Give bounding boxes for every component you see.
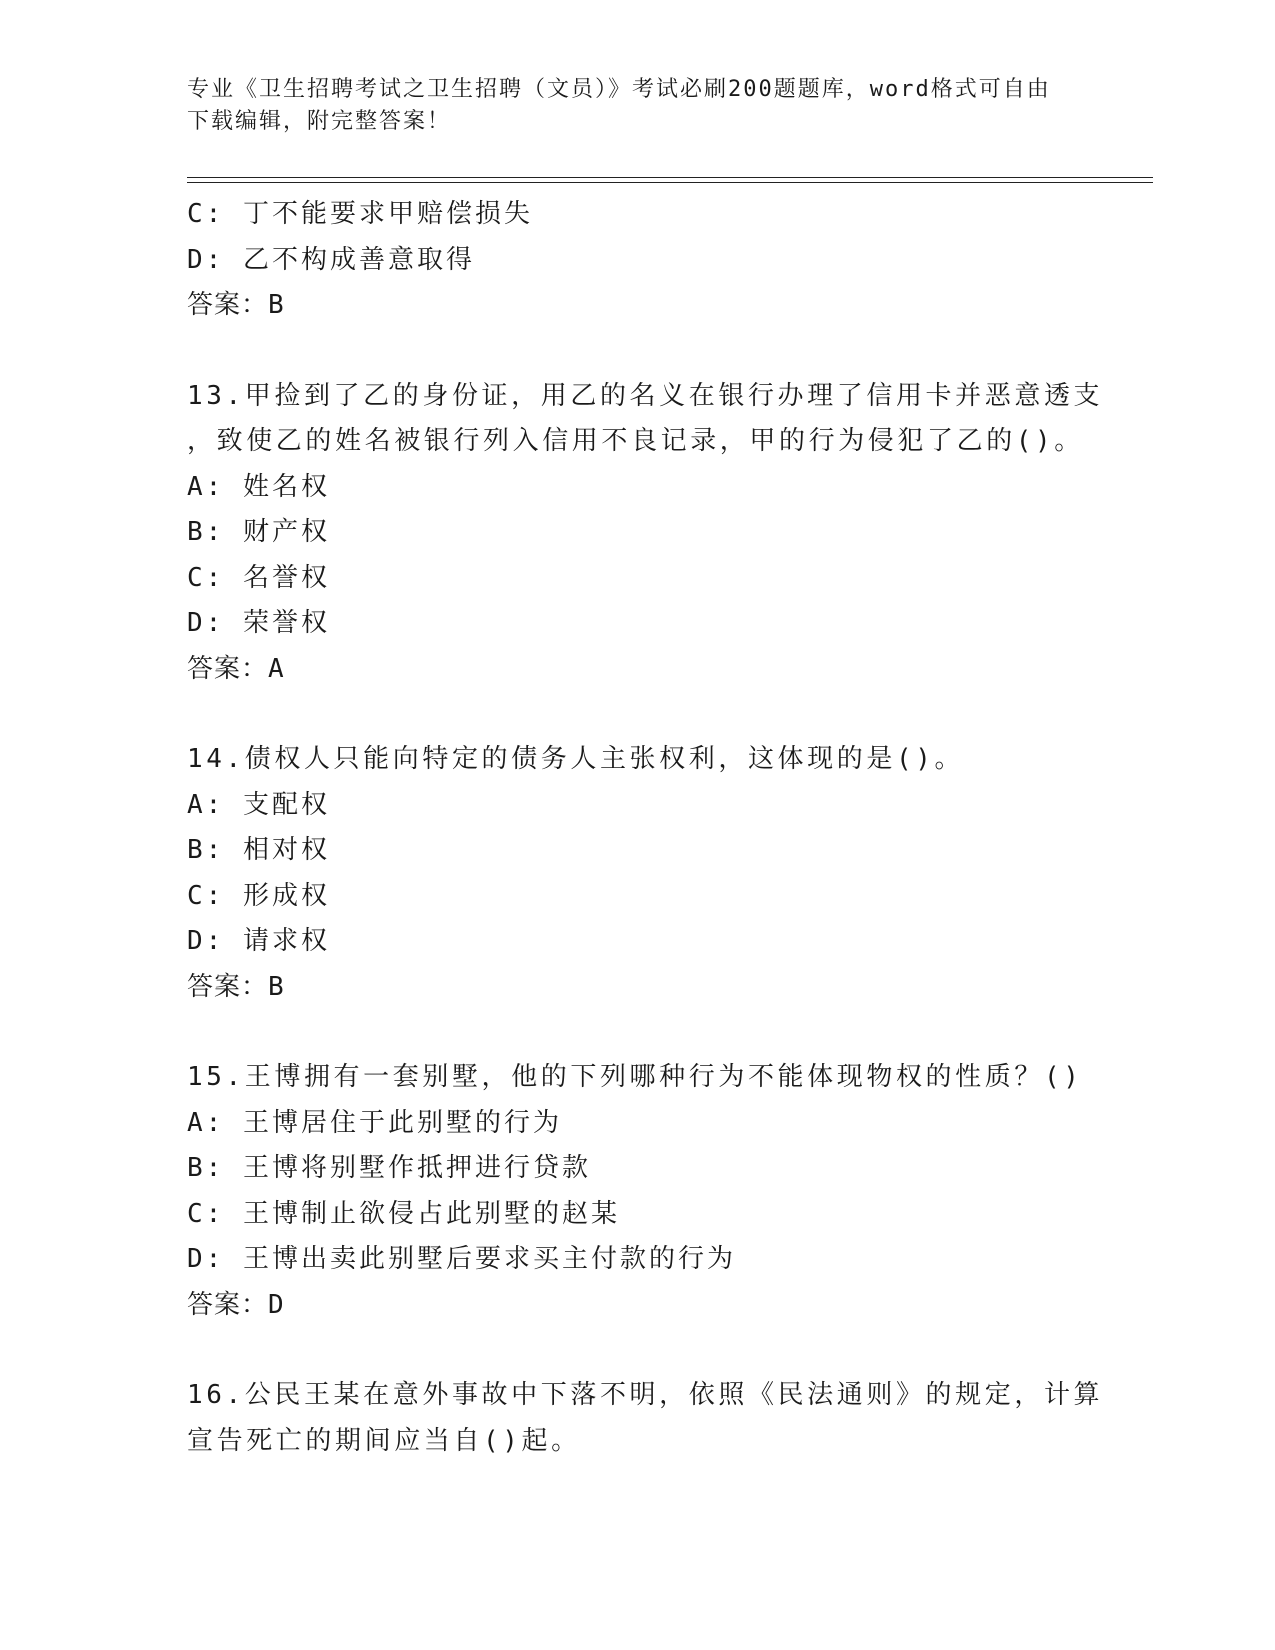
option-d: D: 荣誉权 — [187, 608, 330, 638]
question-stem: 16.公民王某在意外事故中下落不明，依照《民法通则》的规定，计算 — [187, 1380, 1104, 1410]
question-stem: 15.王博拥有一套别墅，他的下列哪种行为不能体现物权的性质？() — [187, 1062, 1083, 1092]
option-c: C: 名誉权 — [187, 562, 330, 593]
option-c: C: 形成权 — [187, 880, 330, 911]
option-a: A: 姓名权 — [187, 471, 330, 502]
answer-line: 答案：A — [187, 653, 285, 684]
option-a: A: 王博居住于此别墅的行为 — [187, 1107, 562, 1138]
question-13 — [187, 374, 1104, 693]
question-stem-continued: 宣告死亡的期间应当自()起。 — [187, 1425, 581, 1456]
answer-line: 答案：B — [187, 290, 285, 320]
question-16 — [187, 1373, 1104, 1464]
question-stem-continued: ，致使乙的姓名被银行列入信用不良记录，甲的行为侵犯了乙的()。 — [187, 426, 1084, 456]
answer-line: 答案：B — [187, 971, 285, 1002]
option-a: A: 支配权 — [187, 789, 330, 820]
spacer — [187, 1010, 1087, 1055]
spacer — [187, 329, 1087, 374]
question-14 — [187, 737, 1087, 1010]
option-d: D: 乙不构成善意取得 — [187, 244, 475, 275]
option-c: C: 丁不能要求甲赔偿损失 — [187, 199, 533, 229]
option-c: C: 王博制止欲侵占此别墅的赵某 — [187, 1198, 620, 1229]
option-b: B: 财产权 — [187, 517, 330, 547]
question-content — [187, 192, 1104, 1464]
question-stem: 13.甲捡到了乙的身份证，用乙的名义在银行办理了信用卡并恶意透支 — [187, 380, 1104, 411]
option-b: B: 相对权 — [187, 835, 330, 865]
question-15 — [187, 1055, 1087, 1328]
spacer — [187, 1328, 1087, 1373]
header-rule-top — [187, 177, 1153, 178]
spacer — [187, 692, 1087, 737]
option-d: D: 王博出卖此别墅后要求买主付款的行为 — [187, 1244, 736, 1274]
document-header: 专业《卫生招聘考试之卫生招聘（文员）》考试必刷200题题库，word格式可自由下载编辑，附完整答案！ — [187, 77, 1051, 134]
question-stem: 14.债权人只能向特定的债务人主张权利，这体现的是()。 — [187, 744, 965, 774]
question-12-tail — [187, 192, 1087, 329]
answer-line: 答案：D — [187, 1289, 285, 1320]
option-d: D: 请求权 — [187, 926, 330, 956]
option-b: B: 王博将别墅作抵押进行贷款 — [187, 1153, 591, 1183]
header-rule-bottom — [187, 182, 1153, 183]
